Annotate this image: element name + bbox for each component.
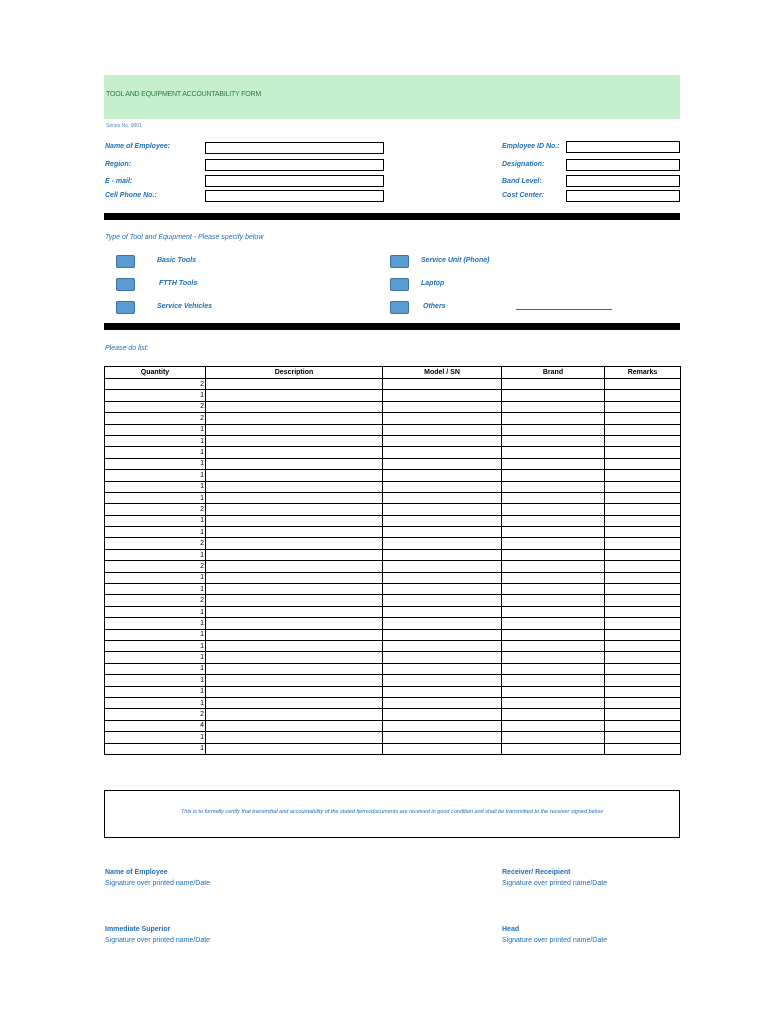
model-cell[interactable] (383, 709, 502, 720)
table-row (105, 549, 681, 560)
label-email: E - mail: (105, 178, 133, 185)
model-cell[interactable] (383, 379, 502, 390)
table-row (105, 458, 681, 469)
desc-cell[interactable] (206, 515, 383, 526)
remarks-cell[interactable] (605, 675, 681, 686)
model-cell[interactable] (383, 606, 502, 617)
signature-employee-sub: Signature over printed name/Date (105, 880, 211, 887)
label-band-level: Band Level: (502, 178, 542, 185)
quantity-cell[interactable]: 1 (105, 435, 206, 446)
brand-cell[interactable] (502, 561, 605, 572)
region-field[interactable] (205, 159, 384, 171)
quantity-cell[interactable]: 2 (105, 401, 206, 412)
quantity-cell[interactable]: 1 (105, 606, 206, 617)
model-cell[interactable] (383, 492, 502, 503)
quantity-cell[interactable]: 1 (105, 492, 206, 503)
quantity-cell[interactable]: 1 (105, 447, 206, 458)
model-cell[interactable] (383, 743, 502, 754)
label-service-vehicles: Service Vehicles (157, 303, 213, 310)
quantity-cell[interactable]: 1 (105, 572, 206, 583)
label-cost-center: Cost Center: (502, 192, 545, 199)
quantity-cell[interactable]: 1 (105, 697, 206, 708)
brand-cell[interactable] (502, 447, 605, 458)
section-divider (104, 323, 680, 330)
checkbox-basic-tools[interactable] (116, 255, 135, 268)
brand-cell[interactable] (502, 629, 605, 640)
desc-cell[interactable] (206, 435, 383, 446)
col-model-sn: Model / SN (383, 367, 502, 379)
table-row (105, 561, 681, 572)
remarks-cell[interactable] (605, 435, 681, 446)
brand-cell[interactable] (502, 504, 605, 515)
employee-name-field[interactable] (205, 142, 384, 154)
remarks-cell[interactable] (605, 663, 681, 674)
desc-cell[interactable] (206, 504, 383, 515)
remarks-cell[interactable] (605, 481, 681, 492)
remarks-cell[interactable] (605, 743, 681, 754)
brand-cell[interactable] (502, 470, 605, 481)
desc-cell[interactable] (206, 470, 383, 481)
model-cell[interactable] (383, 595, 502, 606)
remarks-cell[interactable] (605, 504, 681, 515)
remarks-cell[interactable] (605, 697, 681, 708)
desc-cell[interactable] (206, 618, 383, 629)
brand-cell[interactable] (502, 584, 605, 595)
quantity-cell[interactable]: 1 (105, 481, 206, 492)
quantity-cell[interactable]: 1 (105, 652, 206, 663)
brand-cell[interactable] (502, 527, 605, 538)
table-row (105, 515, 681, 526)
desc-cell[interactable] (206, 595, 383, 606)
col-brand: Brand (502, 367, 605, 379)
remarks-cell[interactable] (605, 470, 681, 481)
desc-cell[interactable] (206, 424, 383, 435)
remarks-cell[interactable] (605, 447, 681, 458)
quantity-cell[interactable]: 1 (105, 527, 206, 538)
table-row (105, 413, 681, 424)
items-table (104, 366, 681, 755)
designation-field[interactable] (566, 159, 680, 171)
quantity-cell[interactable]: 1 (105, 629, 206, 640)
brand-cell[interactable] (502, 538, 605, 549)
desc-cell[interactable] (206, 640, 383, 651)
remarks-cell[interactable] (605, 595, 681, 606)
signature-head-sub: Signature over printed name/Date (502, 937, 608, 944)
model-cell[interactable] (383, 720, 502, 731)
remarks-cell[interactable] (605, 618, 681, 629)
equipment-heading: Type of Tool and Equipment - Please specify below (105, 234, 264, 241)
model-cell[interactable] (383, 640, 502, 651)
desc-cell[interactable] (206, 390, 383, 401)
table-row (105, 572, 681, 583)
table-row (105, 538, 681, 549)
signature-receiver-sub: Signature over printed name/Date (502, 880, 608, 887)
desc-cell[interactable] (206, 697, 383, 708)
model-cell[interactable] (383, 584, 502, 595)
label-service-unit: Service Unit (Phone) (421, 257, 490, 264)
quantity-cell[interactable]: 1 (105, 663, 206, 674)
table-row (105, 447, 681, 458)
table-row (105, 663, 681, 674)
brand-cell[interactable] (502, 424, 605, 435)
desc-cell[interactable] (206, 584, 383, 595)
remarks-cell[interactable] (605, 652, 681, 663)
remarks-cell[interactable] (605, 527, 681, 538)
model-cell[interactable] (383, 401, 502, 412)
others-specify-line[interactable] (516, 309, 612, 310)
brand-cell[interactable] (502, 709, 605, 720)
section-divider (104, 213, 680, 220)
model-cell[interactable] (383, 481, 502, 492)
model-cell[interactable] (383, 732, 502, 743)
signature-superior-sub: Signature over printed name/Date (105, 937, 211, 944)
model-cell[interactable] (383, 538, 502, 549)
table-row (105, 743, 681, 754)
band-level-field[interactable] (566, 175, 680, 187)
brand-cell[interactable] (502, 720, 605, 731)
table-row (105, 481, 681, 492)
signature-head-name: Head (502, 926, 520, 933)
model-cell[interactable] (383, 527, 502, 538)
label-cell-phone: Cell Phone No.: (105, 192, 157, 199)
quantity-cell[interactable]: 1 (105, 458, 206, 469)
table-row (105, 424, 681, 435)
quantity-cell[interactable]: 1 (105, 515, 206, 526)
table-row (105, 686, 681, 697)
label-employee-name: Name of Employee: (105, 143, 170, 150)
brand-cell[interactable] (502, 435, 605, 446)
desc-cell[interactable] (206, 606, 383, 617)
brand-cell[interactable] (502, 458, 605, 469)
series-number: Series No. 0001 (106, 123, 142, 129)
label-designation: Designation: (502, 161, 545, 168)
brand-cell[interactable] (502, 652, 605, 663)
table-row (105, 390, 681, 401)
table-header-row (105, 367, 681, 379)
desc-cell[interactable] (206, 538, 383, 549)
quantity-cell[interactable]: 2 (105, 413, 206, 424)
remarks-cell[interactable] (605, 458, 681, 469)
table-row (105, 732, 681, 743)
checkbox-laptop[interactable] (390, 278, 409, 291)
quantity-cell[interactable]: 1 (105, 732, 206, 743)
remarks-cell[interactable] (605, 515, 681, 526)
brand-cell[interactable] (502, 401, 605, 412)
model-cell[interactable] (383, 413, 502, 424)
remarks-cell[interactable] (605, 709, 681, 720)
desc-cell[interactable] (206, 663, 383, 674)
model-cell[interactable] (383, 458, 502, 469)
quantity-cell[interactable]: 2 (105, 504, 206, 515)
remarks-cell[interactable] (605, 720, 681, 731)
signature-superior-name: Immediate Superior (105, 926, 171, 933)
model-cell[interactable] (383, 549, 502, 560)
table-row (105, 470, 681, 481)
table-row (105, 435, 681, 446)
checkbox-service-vehicles[interactable] (116, 301, 135, 314)
brand-cell[interactable] (502, 732, 605, 743)
checkbox-ftth-tools[interactable] (116, 278, 135, 291)
desc-cell[interactable] (206, 492, 383, 503)
remarks-cell[interactable] (605, 572, 681, 583)
brand-cell[interactable] (502, 515, 605, 526)
table-row (105, 697, 681, 708)
model-cell[interactable] (383, 618, 502, 629)
model-cell[interactable] (383, 629, 502, 640)
brand-cell[interactable] (502, 663, 605, 674)
col-description: Description (206, 367, 383, 379)
quantity-cell[interactable]: 1 (105, 640, 206, 651)
model-cell[interactable] (383, 675, 502, 686)
remarks-cell[interactable] (605, 492, 681, 503)
desc-cell[interactable] (206, 549, 383, 560)
model-cell[interactable] (383, 515, 502, 526)
employee-id-field[interactable] (566, 141, 680, 153)
desc-cell[interactable] (206, 447, 383, 458)
model-cell[interactable] (383, 390, 502, 401)
quantity-cell[interactable]: 4 (105, 720, 206, 731)
model-cell[interactable] (383, 663, 502, 674)
table-row (105, 584, 681, 595)
remarks-cell[interactable] (605, 379, 681, 390)
quantity-cell[interactable]: 1 (105, 584, 206, 595)
desc-cell[interactable] (206, 561, 383, 572)
brand-cell[interactable] (502, 697, 605, 708)
items-body (105, 379, 681, 755)
model-cell[interactable] (383, 686, 502, 697)
table-row (105, 720, 681, 731)
desc-cell[interactable] (206, 709, 383, 720)
quantity-cell[interactable]: 1 (105, 549, 206, 560)
table-row (105, 527, 681, 538)
brand-cell[interactable] (502, 379, 605, 390)
remarks-cell[interactable] (605, 401, 681, 412)
label-basic-tools: Basic Tools (157, 257, 197, 264)
desc-cell[interactable] (206, 629, 383, 640)
table-row (105, 618, 681, 629)
brand-cell[interactable] (502, 572, 605, 583)
remarks-cell[interactable] (605, 549, 681, 560)
desc-cell[interactable] (206, 379, 383, 390)
brand-cell[interactable] (502, 595, 605, 606)
remarks-cell[interactable] (605, 732, 681, 743)
signature-receiver-name: Receiver/ Receipient (502, 869, 571, 876)
brand-cell[interactable] (502, 675, 605, 686)
list-heading: Please do list: (105, 345, 149, 352)
desc-cell[interactable] (206, 458, 383, 469)
quantity-cell[interactable]: 2 (105, 538, 206, 549)
checkbox-others[interactable] (390, 301, 409, 314)
signature-employee-name: Name of Employee (105, 869, 168, 876)
model-cell[interactable] (383, 561, 502, 572)
model-cell[interactable] (383, 447, 502, 458)
col-remarks: Remarks (605, 367, 681, 379)
desc-cell[interactable] (206, 401, 383, 412)
desc-cell[interactable] (206, 652, 383, 663)
remarks-cell[interactable] (605, 390, 681, 401)
label-others: Others (423, 303, 446, 310)
model-cell[interactable] (383, 504, 502, 515)
brand-cell[interactable] (502, 640, 605, 651)
model-cell[interactable] (383, 424, 502, 435)
quantity-cell[interactable]: 1 (105, 390, 206, 401)
label-laptop: Laptop (421, 280, 445, 287)
table-row (105, 401, 681, 412)
remarks-cell[interactable] (605, 413, 681, 424)
model-cell[interactable] (383, 572, 502, 583)
desc-cell[interactable] (206, 675, 383, 686)
quantity-cell[interactable]: 1 (105, 686, 206, 697)
desc-cell[interactable] (206, 686, 383, 697)
model-cell[interactable] (383, 697, 502, 708)
brand-cell[interactable] (502, 606, 605, 617)
desc-cell[interactable] (206, 572, 383, 583)
remarks-cell[interactable] (605, 606, 681, 617)
brand-cell[interactable] (502, 743, 605, 754)
cell-phone-field[interactable] (205, 190, 384, 202)
quantity-cell[interactable]: 2 (105, 709, 206, 720)
form-title: TOOL AND EQUIPMENT ACCOUNTABILITY FORM (106, 91, 261, 98)
remarks-cell[interactable] (605, 629, 681, 640)
table-row (105, 492, 681, 503)
brand-cell[interactable] (502, 618, 605, 629)
cost-center-field[interactable] (566, 190, 680, 202)
quantity-cell[interactable]: 1 (105, 618, 206, 629)
table-row (105, 675, 681, 686)
table-row (105, 504, 681, 515)
quantity-cell[interactable]: 1 (105, 743, 206, 754)
desc-cell[interactable] (206, 732, 383, 743)
brand-cell[interactable] (502, 686, 605, 697)
quantity-cell[interactable]: 2 (105, 379, 206, 390)
brand-cell[interactable] (502, 492, 605, 503)
remarks-cell[interactable] (605, 424, 681, 435)
table-row (105, 640, 681, 651)
label-ftth-tools: FTTH Tools (159, 280, 198, 287)
brand-cell[interactable] (502, 549, 605, 560)
remarks-cell[interactable] (605, 640, 681, 651)
model-cell[interactable] (383, 470, 502, 481)
label-employee-id: Employee ID No.: (502, 143, 560, 150)
remarks-cell[interactable] (605, 538, 681, 549)
brand-cell[interactable] (502, 413, 605, 424)
table-row (105, 379, 681, 390)
model-cell[interactable] (383, 652, 502, 663)
certification-text: This is to formally certify that transmittal and accountability of the stated items/documents are received in good condition and shall be transmitted to the receiver signed below (181, 809, 603, 815)
table-row (105, 606, 681, 617)
brand-cell[interactable] (502, 481, 605, 492)
quantity-cell[interactable]: 2 (105, 595, 206, 606)
email-field[interactable] (205, 175, 384, 187)
quantity-cell[interactable]: 1 (105, 470, 206, 481)
remarks-cell[interactable] (605, 686, 681, 697)
quantity-cell[interactable]: 1 (105, 675, 206, 686)
desc-cell[interactable] (206, 720, 383, 731)
model-cell[interactable] (383, 435, 502, 446)
table-row (105, 595, 681, 606)
desc-cell[interactable] (206, 743, 383, 754)
table-row (105, 652, 681, 663)
quantity-cell[interactable]: 2 (105, 561, 206, 572)
desc-cell[interactable] (206, 481, 383, 492)
quantity-cell[interactable]: 1 (105, 424, 206, 435)
table-row (105, 629, 681, 640)
label-region: Region: (105, 161, 132, 168)
remarks-cell[interactable] (605, 561, 681, 572)
table-row (105, 709, 681, 720)
desc-cell[interactable] (206, 527, 383, 538)
remarks-cell[interactable] (605, 584, 681, 595)
brand-cell[interactable] (502, 390, 605, 401)
col-quantity: Quantity (105, 367, 206, 379)
checkbox-service-unit[interactable] (390, 255, 409, 268)
desc-cell[interactable] (206, 413, 383, 424)
